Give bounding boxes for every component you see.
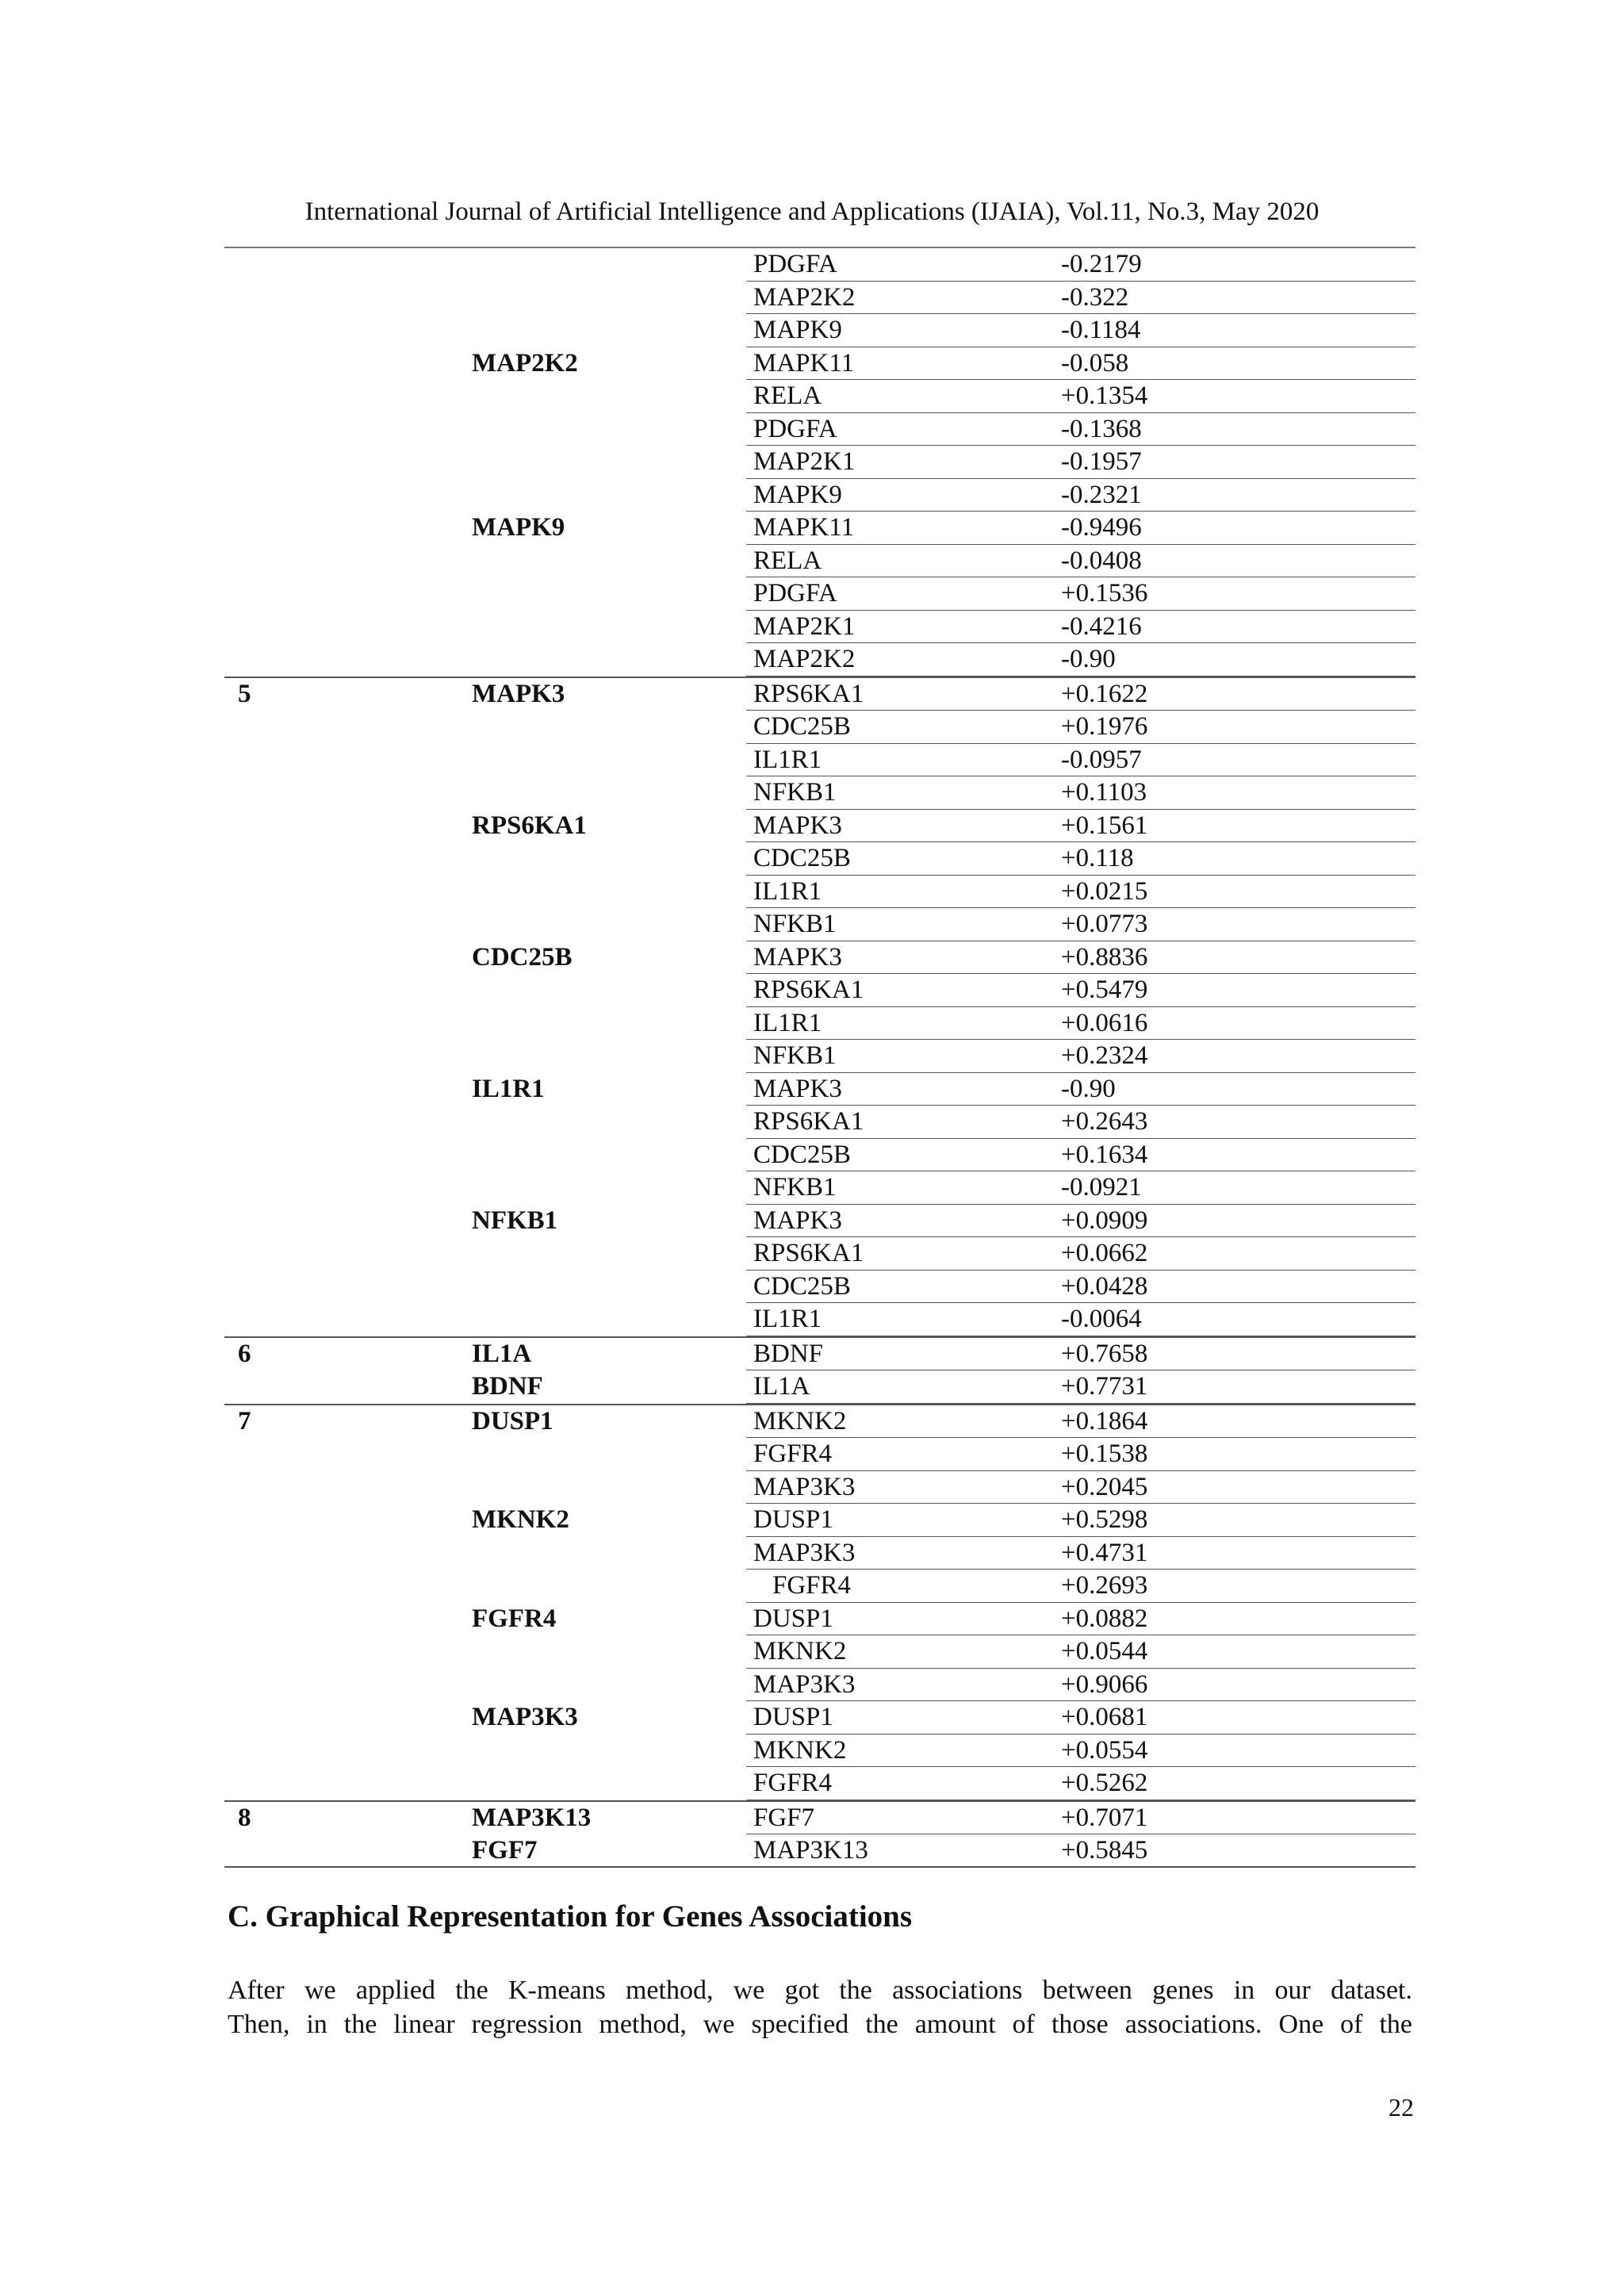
page-number: 22 [1388,2093,1414,2122]
table-row [224,347,1415,381]
associated-gene: FGFR4 [753,1439,833,1468]
association-value: -0.1368 [1061,414,1142,443]
running-header: International Journal of Artificial Intelligence and Applications (IJAIA), Vol.11, No.3, May 2020 [304,197,1320,226]
associated-gene: MAP2K2 [753,645,856,673]
associated-gene: NFKB1 [753,1173,837,1202]
association-value: -0.90 [1061,645,1116,673]
gene-name: IL1A [472,1339,532,1368]
associated-gene: FGFR4 [753,1769,833,1797]
table-row [224,380,1415,413]
table-row [224,1040,1415,1073]
association-value: -0.4216 [1061,611,1142,641]
table-row [224,744,1415,777]
association-value: +0.1864 [1061,1406,1148,1435]
association-value: +0.0909 [1061,1205,1148,1235]
associated-gene: IL1R1 [753,745,822,774]
association-value: -0.0408 [1061,546,1142,575]
table-row [224,1800,1415,1835]
table-row [224,1603,1415,1636]
table-row [224,1701,1415,1734]
table-row [224,1303,1415,1336]
paragraph-line: Then, in the linear regression method, we specified the amount of those associations. One of the [228,2010,1412,2039]
associated-gene: MAP3K13 [753,1836,868,1865]
associated-gene: MAP3K3 [753,1472,856,1501]
association-value: +0.1561 [1061,811,1148,840]
table-row [224,1537,1415,1570]
association-value: +0.5298 [1061,1505,1148,1534]
association-value: -0.1957 [1061,447,1142,476]
associated-gene: MAPK9 [753,480,842,509]
association-value: +0.1634 [1061,1140,1148,1169]
associated-gene: MAP3K3 [753,1538,856,1567]
associated-gene: MAPK3 [753,811,842,840]
table-row [224,876,1415,909]
table-row [224,776,1415,810]
association-value: +0.7731 [1061,1372,1148,1401]
association-value: +0.0215 [1061,876,1148,906]
gene-name: MAP2K2 [472,348,578,378]
table-row [224,643,1415,677]
associated-gene: IL1A [753,1372,810,1401]
associated-gene: CDC25B [753,1140,851,1169]
table-row [224,1471,1415,1504]
association-value: +0.0544 [1061,1637,1148,1665]
gene-name: FGFR4 [472,1604,557,1633]
table-row [224,413,1415,447]
associated-gene: DUSP1 [753,1505,833,1534]
row-divider [224,1866,1415,1868]
table-row [224,1504,1415,1537]
association-value: -0.0064 [1061,1305,1142,1333]
table-row [224,1834,1415,1868]
cluster-number: 7 [238,1406,251,1435]
association-value: +0.1976 [1061,712,1148,741]
table-row [224,1007,1415,1041]
associated-gene: MAPK11 [753,513,855,542]
associated-gene: MAPK11 [753,348,855,378]
association-value: +0.4731 [1061,1538,1148,1567]
associated-gene: MAP2K1 [753,447,856,476]
associated-gene: DUSP1 [753,1604,833,1633]
table-row [224,1073,1415,1106]
table-row [224,1734,1415,1768]
association-value: -0.2321 [1061,480,1142,509]
associated-gene: IL1R1 [753,876,822,906]
associated-gene: PDGFA [753,414,837,443]
association-value: +0.5262 [1061,1769,1148,1797]
association-value: +0.5845 [1061,1836,1148,1865]
gene-name: MAPK9 [472,513,565,542]
associated-gene: MKNK2 [753,1406,847,1435]
table-row [224,842,1415,876]
table-row [224,1205,1415,1238]
association-value: +0.2045 [1061,1472,1148,1501]
association-value: +0.0882 [1061,1604,1148,1633]
association-value: +0.0428 [1061,1271,1148,1301]
association-value: +0.9066 [1061,1669,1148,1699]
associated-gene: NFKB1 [753,778,837,807]
association-value: +0.7658 [1061,1339,1148,1368]
gene-name: CDC25B [472,942,573,972]
gene-association-table [224,247,1415,1868]
cluster-number: 8 [238,1803,251,1832]
association-value: +0.0616 [1061,1008,1148,1037]
association-value: -0.9496 [1061,513,1142,542]
association-value: +0.1538 [1061,1439,1148,1468]
paragraph-line: After we applied the K-means method, we got the associations between genes in our dataset. [228,1976,1412,2005]
association-value: +0.1103 [1061,778,1147,807]
table-row [224,1570,1415,1603]
table-row [224,1336,1415,1371]
associated-gene: MAP2K1 [753,611,856,641]
body-paragraph [228,1973,1412,2041]
gene-name: MAP3K13 [472,1803,592,1832]
gene-name: FGF7 [472,1836,538,1865]
association-value: +0.1536 [1061,579,1148,608]
gene-name: MKNK2 [472,1505,569,1534]
association-value: +0.0662 [1061,1239,1148,1267]
table-row [224,1171,1415,1205]
table-row [224,1669,1415,1702]
gene-name: MAPK3 [472,679,565,708]
associated-gene: IL1R1 [753,1008,822,1037]
table-row [224,1404,1415,1439]
table-row [224,711,1415,744]
associated-gene: NFKB1 [753,1041,837,1070]
association-value: -0.90 [1061,1074,1116,1103]
table-row [224,545,1415,578]
table-row [224,1767,1415,1800]
table-row [224,479,1415,512]
gene-name: NFKB1 [472,1205,558,1235]
table-row [224,1438,1415,1471]
table-row [224,1139,1415,1172]
associated-gene: MKNK2 [753,1637,847,1665]
association-value: +0.0773 [1061,910,1148,938]
gene-name: BDNF [472,1372,543,1401]
associated-gene: FGF7 [753,1803,815,1832]
associated-gene: IL1R1 [753,1305,822,1333]
association-value: -0.322 [1061,282,1129,312]
associated-gene: RELA [753,546,822,575]
associated-gene: MAPK9 [753,316,842,344]
associated-gene: MAPK3 [753,1074,842,1103]
associated-gene: NFKB1 [753,910,837,938]
association-value: -0.0921 [1061,1173,1142,1202]
association-value: +0.0554 [1061,1735,1148,1765]
cluster-number: 5 [238,679,251,708]
associated-gene: RPS6KA1 [753,1239,864,1267]
gene-name: IL1R1 [472,1074,545,1103]
associated-gene: RPS6KA1 [753,1107,864,1136]
associated-gene: DUSP1 [753,1703,833,1731]
associated-gene: MAPK3 [753,942,842,972]
associated-gene: BDNF [753,1339,824,1368]
table-row [224,1271,1415,1304]
gene-name: MAP3K3 [472,1703,578,1731]
associated-gene: MAP3K3 [753,1669,856,1699]
table-row [224,512,1415,545]
cluster-number: 6 [238,1339,251,1368]
gene-name: RPS6KA1 [472,811,587,840]
association-value: -0.058 [1061,348,1129,378]
association-value: +0.1622 [1061,679,1148,708]
association-value: +0.118 [1061,844,1134,872]
table-row [224,1237,1415,1271]
association-value: +0.8836 [1061,942,1148,972]
association-value: -0.1184 [1061,316,1141,344]
association-value: -0.0957 [1061,745,1142,774]
association-value: +0.2324 [1061,1041,1148,1070]
associated-gene: MAPK3 [753,1205,842,1235]
association-value: -0.2179 [1061,250,1142,278]
association-value: +0.5479 [1061,976,1148,1004]
associated-gene: PDGFA [753,250,837,278]
associated-gene: CDC25B [753,712,851,741]
association-value: +0.1354 [1061,381,1148,410]
table-row [224,577,1415,611]
table-row [224,611,1415,644]
table-row [224,810,1415,843]
associated-gene: FGFR4 [772,1571,852,1600]
table-row [224,908,1415,941]
table-row [224,248,1415,282]
association-value: +0.7071 [1061,1803,1148,1832]
associated-gene: MKNK2 [753,1735,847,1765]
association-value: +0.2643 [1061,1107,1148,1136]
associated-gene: CDC25B [753,844,851,872]
table-row [224,1635,1415,1669]
associated-gene: RPS6KA1 [753,679,864,708]
associated-gene: RPS6KA1 [753,976,864,1004]
table-row [224,446,1415,479]
table-row [224,677,1415,711]
table-row [224,282,1415,315]
associated-gene: MAP2K2 [753,282,856,312]
association-value: +0.2693 [1061,1571,1148,1600]
table-row [224,314,1415,347]
gene-name: DUSP1 [472,1406,553,1435]
associated-gene: PDGFA [753,579,837,608]
table-row [224,1370,1415,1404]
table-row [224,941,1415,975]
section-heading: C. Graphical Representation for Genes Associations [228,1899,913,1934]
association-value: +0.0681 [1061,1703,1148,1731]
associated-gene: CDC25B [753,1271,851,1301]
table-row [224,1106,1415,1139]
associated-gene: RELA [753,381,822,410]
table-row [224,974,1415,1007]
